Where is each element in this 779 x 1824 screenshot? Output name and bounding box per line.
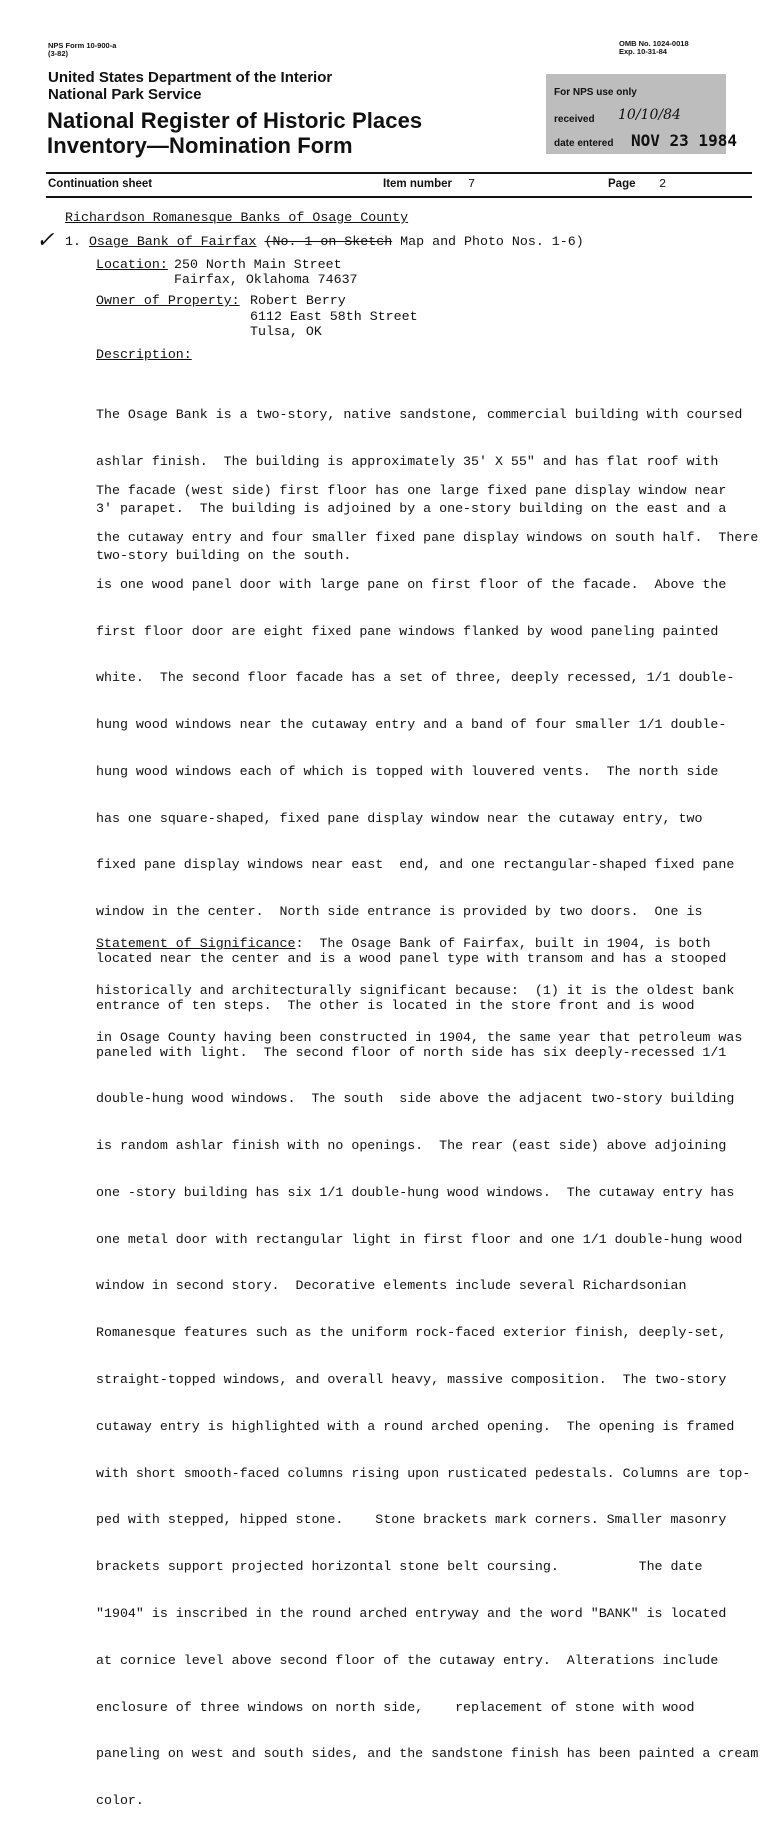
entry-line	[65, 234, 584, 250]
paragraph-line: has one square-shaped, fixed pane display window near the cutaway entry, two	[96, 810, 703, 826]
paragraph-line: hung wood windows near the cutaway entry and a band of four smaller 1/1 double-	[96, 717, 727, 733]
entry-number: 1.	[65, 234, 81, 249]
description-label: Description:	[96, 347, 192, 362]
paragraph-line: brackets support projected horizontal stone belt coursing. The date	[96, 1559, 703, 1575]
form-revision: (3-82)	[48, 49, 69, 58]
paragraph-line: the cutaway entry and four smaller fixed pane display windows on south half. There	[96, 529, 759, 545]
paragraph-line: window in the center. North side entrance is provided by two doors. One is	[96, 904, 703, 920]
owner-line-3: Tulsa, OK	[250, 324, 322, 339]
service-name: National Park Service	[48, 86, 202, 103]
for-nps-use-label: For NPS use only	[554, 87, 637, 98]
paragraph-line: in Osage County having been constructed in 1904, the same year that petroleum was	[96, 1029, 743, 1045]
paragraph-line: two-story building on the south.	[96, 547, 352, 563]
document-heading: Richardson Romanesque Banks of Osage County	[65, 210, 409, 225]
paragraph-line: double-hung wood windows. The south side above the adjacent two-story building	[96, 1091, 735, 1107]
paragraph-line: located near the center and is a wood panel type with transom and has a stooped	[96, 951, 727, 966]
paragraph-line: window in second story. Decorative elements include several Richardsonian	[96, 1278, 687, 1294]
paragraph-line: 3' parapet. The building is adjoined by a one-story building on the east and a	[96, 500, 727, 516]
omb-number: OMB No. 1024-0018	[619, 39, 689, 48]
paragraph-line: first floor door are eight fixed pane windows flanked by wood paneling painted	[96, 623, 719, 639]
header-rule-top	[46, 172, 752, 174]
item-number-label: Item number	[383, 178, 453, 190]
paragraph-line: is one wood panel door with large pane on first floor of the facade. Above the	[96, 576, 727, 592]
owner-line-2: 6112 East 58th Street	[250, 309, 418, 324]
paragraph-line: straight-topped windows, and overall heavy, massive composition. The two-story	[96, 1372, 727, 1388]
paragraph-line	[96, 936, 746, 952]
paragraph-line: one -story building has six 1/1 double-hung wood windows. The cutaway entry has	[96, 1184, 735, 1200]
paragraph-line: one metal door with rectangular light in first floor and one 1/1 double-hung wood	[96, 1231, 743, 1247]
paragraph-line: paneling on west and south sides, and the sandstone finish has been painted a cream	[96, 1746, 759, 1762]
paragraph-line: white. The second floor facade has a set of three, deeply recessed, 1/1 double-	[96, 670, 735, 686]
received-label: received	[554, 114, 595, 125]
description-paragraph-2	[96, 452, 759, 1824]
received-date-handwritten: 10/10/84	[618, 107, 681, 123]
paragraph-line: hung wood windows each of which is topped with louvered vents. The north side	[96, 763, 719, 779]
paragraph-line: ped with stepped, hipped stone. Stone brackets mark corners. Smaller masonry	[96, 1512, 727, 1528]
paragraph-line: "1904" is inscribed in the round arched entryway and the word "BANK" is located	[96, 1605, 727, 1621]
paragraph-line: Romanesque features such as the uniform rock-faced exterior finish, deeply-set,	[96, 1325, 727, 1341]
form-number: NPS Form 10-900-a	[48, 41, 117, 50]
paragraph-line: fixed pane display windows near east end, and one rectangular-shaped fixed pane	[96, 857, 735, 873]
location-line2: Fairfax, Oklahoma 74637	[174, 272, 358, 287]
paragraph-line: entrance of ten steps. The other is located in the store front and is wood	[96, 997, 695, 1013]
significance-paragraph	[96, 905, 746, 1061]
significance-label: Statement of Significance	[96, 936, 296, 952]
paragraph-line: is random ashlar finish with no openings. The rear (east side) above adjoining	[96, 1138, 727, 1154]
paragraph-line: historically and architecturally significant because: (1) it is the oldest bank	[96, 982, 735, 998]
form-title-line2: Inventory—Nomination Form	[47, 133, 353, 158]
date-entered-label: date entered	[554, 138, 614, 149]
location-label: Location:	[96, 257, 168, 272]
paragraph-line: The facade (west side) first floor has one large fixed pane display window near	[96, 483, 727, 499]
date-entered-stamp: NOV 23 1984	[631, 131, 737, 150]
entry-struck-text: (No. 1 on Sketch	[264, 234, 393, 249]
significance-text: : The Osage Bank of Fairfax, built in 1904, is both	[295, 936, 711, 952]
page-label: Page	[608, 178, 636, 190]
page-value: 2	[659, 177, 667, 191]
header-rule-bottom	[46, 196, 752, 198]
expiration-date: Exp. 10-31-84	[619, 47, 667, 56]
item-number-value: 7	[468, 177, 476, 191]
entry-tail: Map and Photo Nos. 1-6)	[392, 234, 584, 249]
location-line1: 250 North Main Street	[174, 257, 342, 272]
entry-name: Osage Bank of Fairfax	[88, 234, 257, 249]
paragraph-line: paneled with light. The second floor of north side has six deeply-recessed 1/1	[96, 1044, 727, 1060]
margin-check-mark: ✓	[36, 228, 55, 253]
paragraph-line: color.	[96, 1793, 144, 1809]
paragraph-line: at cornice level above second floor of the cutaway entry. Alterations include	[96, 1652, 719, 1668]
paragraph-line: cutaway entry is highlighted with a round arched opening. The opening is framed	[96, 1418, 735, 1434]
form-title-line1: National Register of Historic Places	[47, 108, 423, 133]
owner-line-1: Robert Berry	[250, 293, 346, 308]
owner-label: Owner of Property:	[96, 293, 240, 308]
continuation-sheet-label: Continuation sheet	[48, 178, 153, 190]
department-name: United States Department of the Interior	[48, 69, 333, 86]
paragraph-line: enclosure of three windows on north side, replacement of stone with wood	[96, 1699, 695, 1715]
paragraph-line: with short smooth-faced columns rising upon rusticated pedestals. Columns are top-	[96, 1465, 751, 1481]
nps-use-stamp	[546, 74, 737, 154]
paragraph-line: ashlar finish. The building is approximately 35' X 55" and has flat roof with	[96, 453, 719, 469]
paragraph-line: The Osage Bank is a two-story, native sandstone, commercial building with coursed	[96, 407, 743, 423]
